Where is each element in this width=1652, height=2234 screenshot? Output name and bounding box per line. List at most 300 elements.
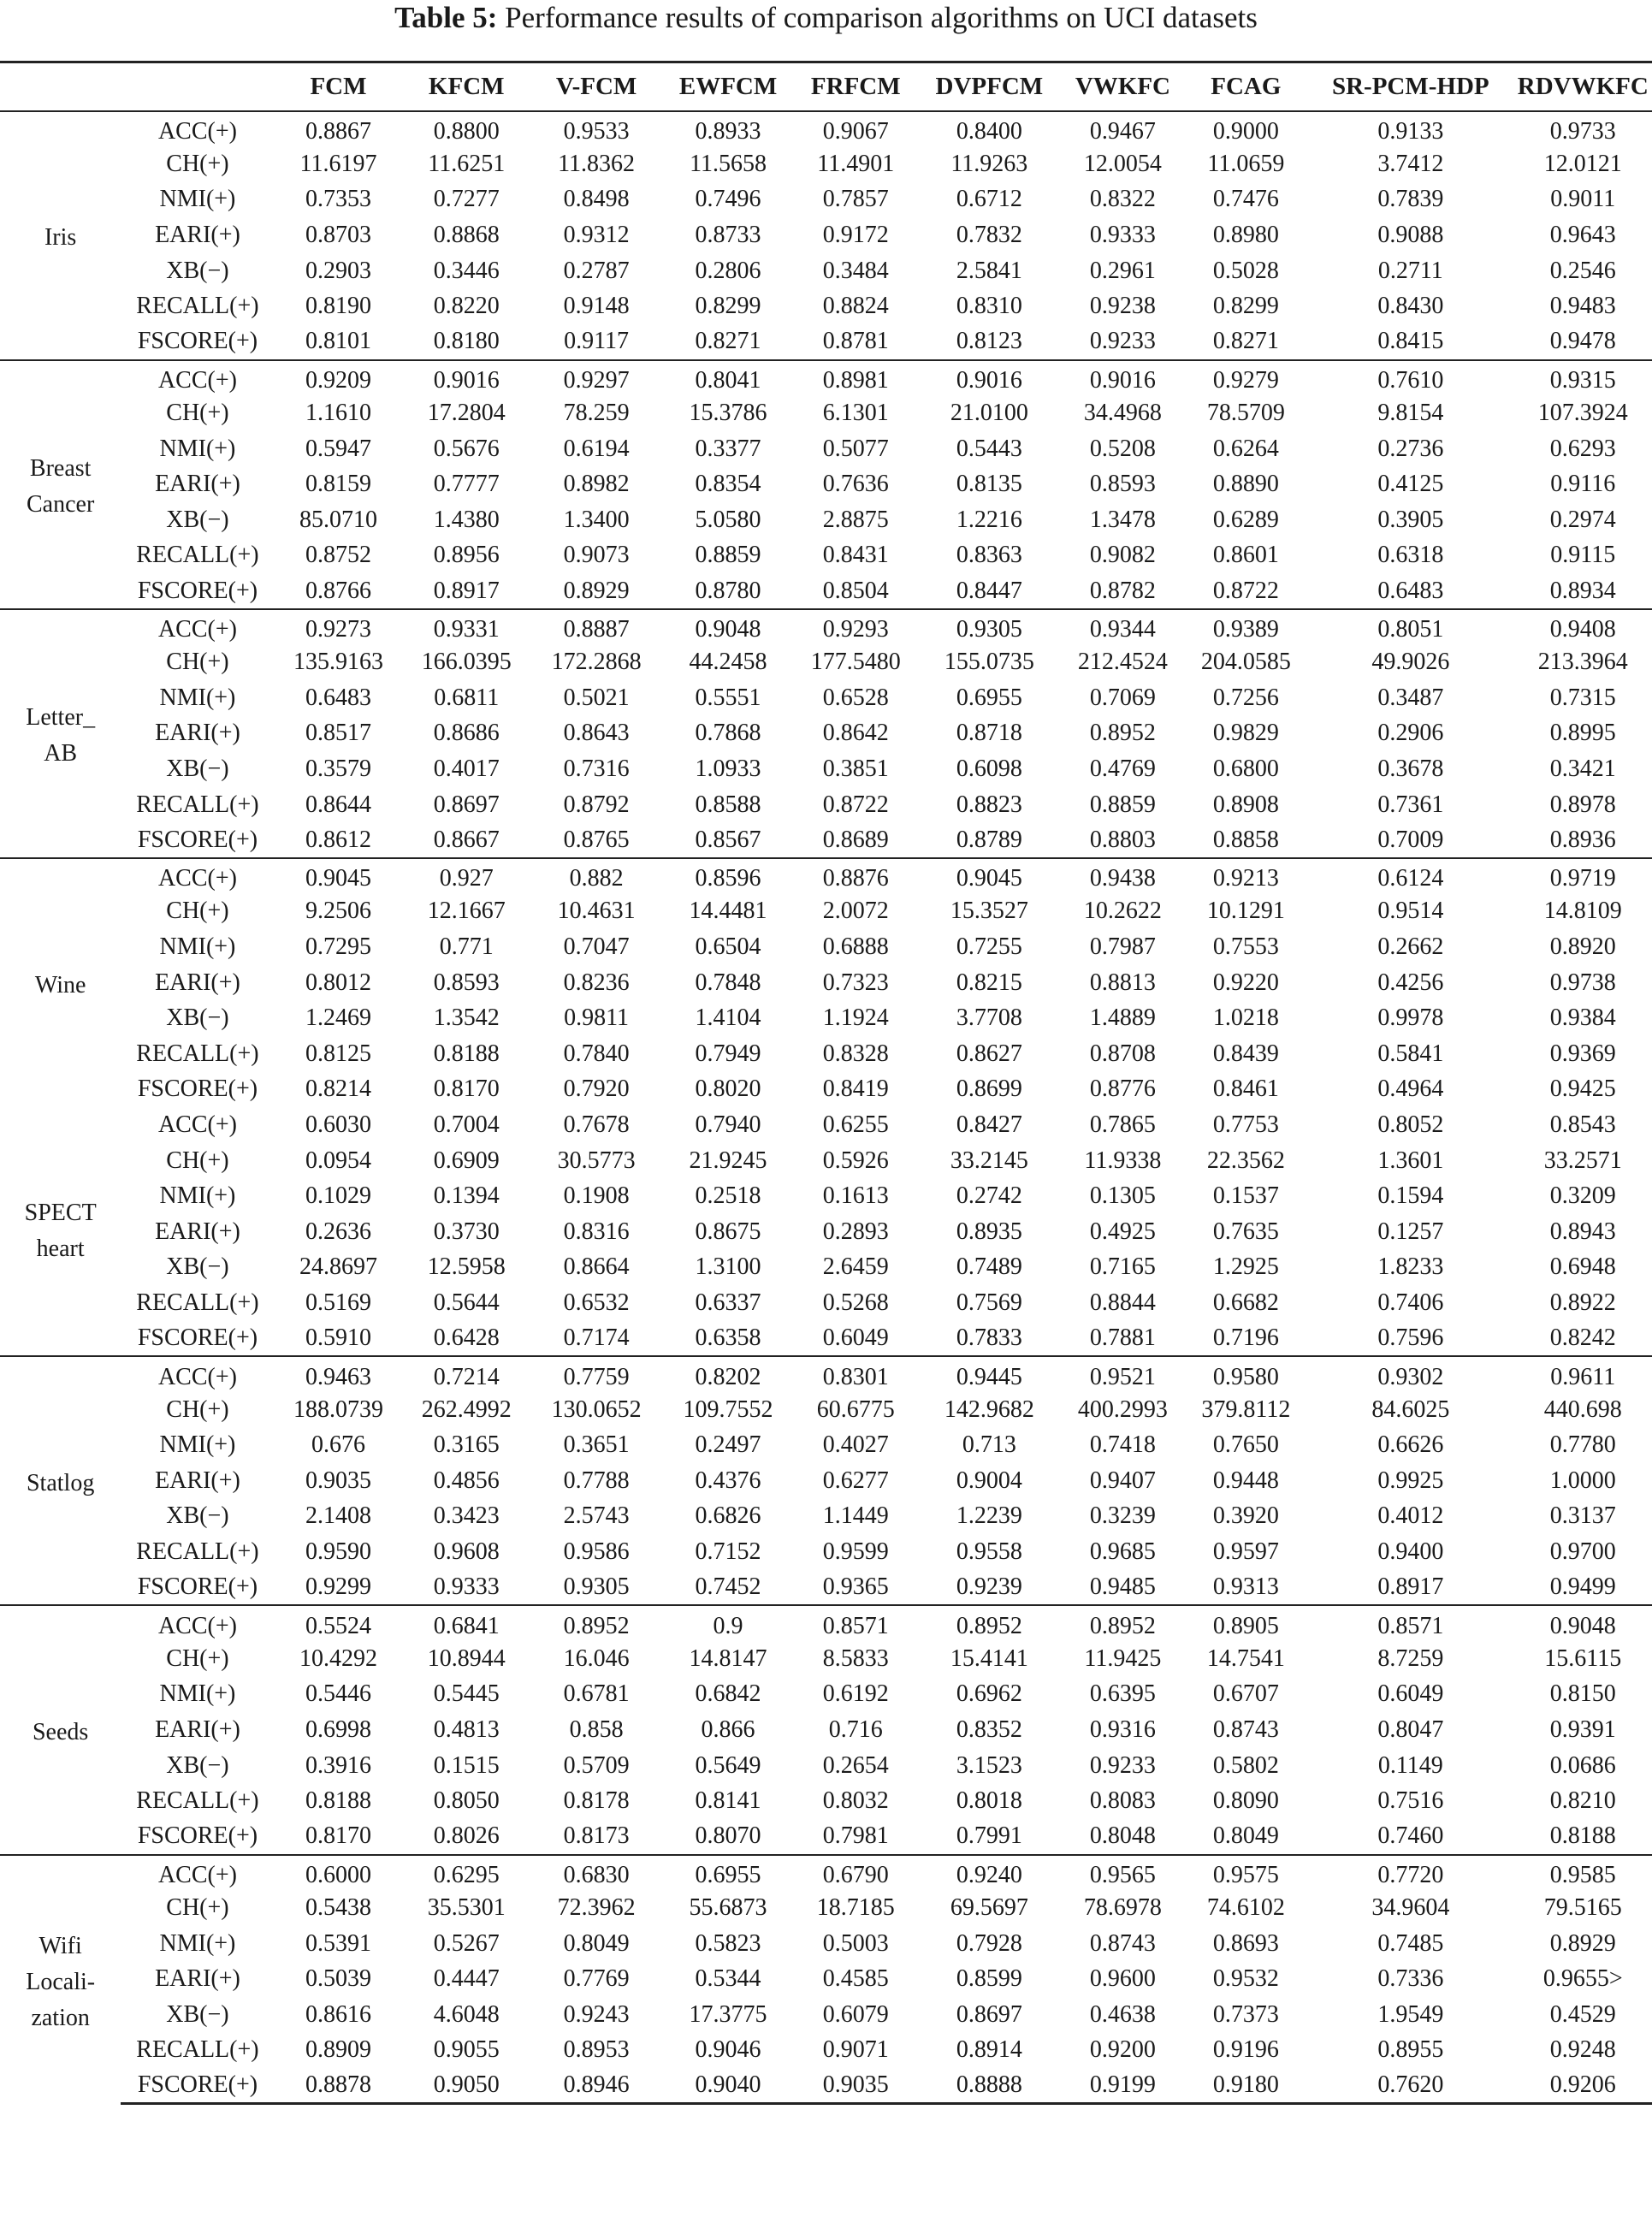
- value-cell: 0.8439: [1212, 1040, 1279, 1067]
- value-cell: 0.5028: [1212, 257, 1279, 284]
- value-cell: 11.9425: [1084, 1644, 1162, 1672]
- value-cell: 0.8159: [305, 471, 371, 498]
- value-cell: 0.7788: [563, 1467, 630, 1494]
- value-cell: 0.7256: [1212, 684, 1279, 711]
- value-cell: 0.8012: [305, 969, 371, 996]
- value-cell: 0.8934: [1549, 577, 1616, 604]
- value-cell: 0.9238: [1089, 293, 1156, 320]
- value-cell: 12.5958: [427, 1253, 506, 1281]
- value-cell: 0.7516: [1377, 1787, 1444, 1815]
- column-header-rdvwkfc: RDVWKFC: [1514, 62, 1652, 111]
- value-cell: 142.9682: [944, 1396, 1034, 1423]
- value-cell: 0.8498: [563, 186, 630, 213]
- value-cell: 0.6098: [956, 755, 1022, 782]
- metric-label: ACC(+): [157, 1111, 237, 1138]
- metric-label: FSCORE(+): [121, 2068, 274, 2104]
- metric-label: EARI(+): [155, 1218, 240, 1245]
- value-cell: 0.6626: [1377, 1431, 1444, 1459]
- value-cell: 0.9700: [1549, 1538, 1616, 1566]
- value-cell: 0.5039: [305, 1965, 371, 1993]
- value-cell: 0.7489: [956, 1253, 1022, 1281]
- value-cell: 0.7174: [563, 1324, 630, 1351]
- value-cell: 0.9611: [1514, 1356, 1652, 1392]
- value-cell: 0.7759: [530, 1356, 662, 1392]
- value-cell: 0.8299: [1212, 293, 1279, 320]
- value-cell: 6.1301: [822, 400, 889, 427]
- table-row: [0, 1321, 1652, 1357]
- value-cell: 0.6277: [822, 1467, 889, 1494]
- value-cell: 9.8154: [1377, 400, 1444, 427]
- value-cell: 0.8316: [563, 1218, 630, 1245]
- value-cell: 0.4769: [1089, 755, 1156, 782]
- value-cell: 109.7552: [683, 1396, 773, 1423]
- value-cell: 11.9338: [1084, 1147, 1162, 1174]
- value-cell: 0.3239: [1089, 1502, 1156, 1530]
- value-cell: 0.0686: [1549, 1751, 1616, 1779]
- value-cell: 0.6909: [433, 1147, 500, 1174]
- dataset-name-line: Letter_: [26, 704, 96, 732]
- value-cell: 0.7848: [695, 969, 761, 996]
- value-cell: 0.7214: [402, 1356, 530, 1392]
- dataset-name: [0, 858, 121, 1107]
- value-cell: 0.7476: [1212, 186, 1279, 213]
- value-cell: 69.5697: [950, 1893, 1028, 1921]
- value-cell: 0.8858: [1212, 826, 1279, 853]
- value-cell: 0.8800: [402, 111, 530, 147]
- table-row: [0, 431, 1652, 467]
- value-cell: 0.5208: [1089, 435, 1156, 462]
- value-cell: 0.8922: [1549, 1289, 1616, 1316]
- value-cell: 0.8914: [956, 2036, 1022, 2064]
- value-cell: 1.1610: [305, 400, 371, 427]
- value-cell: 0.5802: [1212, 1751, 1279, 1779]
- value-cell: 11.6197: [299, 150, 377, 177]
- table-row: [0, 1250, 1652, 1286]
- value-cell: 0.8101: [305, 328, 371, 355]
- table-row: [0, 1214, 1652, 1250]
- value-cell: 0.6948: [1549, 1253, 1616, 1281]
- value-cell: 0.8813: [1089, 969, 1156, 996]
- dataset-name-line: zation: [31, 2004, 90, 2031]
- metric-label: ACC(+): [121, 858, 274, 894]
- value-cell: 0.8601: [1212, 542, 1279, 569]
- value-cell: 3.1523: [956, 1751, 1022, 1779]
- value-cell: 0.9467: [1061, 111, 1184, 147]
- value-cell: 130.0652: [551, 1396, 642, 1423]
- value-cell: 0.8180: [433, 328, 500, 355]
- metric-label: EARI(+): [155, 471, 240, 498]
- value-cell: 0.6358: [695, 1324, 761, 1351]
- metric-label: XB(−): [166, 755, 229, 782]
- value-cell: 0.9302: [1307, 1356, 1514, 1392]
- metric-label: CH(+): [166, 400, 229, 427]
- value-cell: 0.9133: [1307, 111, 1514, 147]
- table-row: [0, 822, 1652, 858]
- value-cell: 0.6049: [1377, 1680, 1444, 1708]
- value-cell: 0.9391: [1549, 1716, 1616, 1744]
- value-cell: 1.3100: [695, 1253, 761, 1281]
- value-cell: 0.9408: [1514, 609, 1652, 645]
- value-cell: 2.5841: [956, 257, 1022, 284]
- table-row: [0, 1499, 1652, 1535]
- value-cell: 0.9233: [1089, 328, 1156, 355]
- table-row: [0, 1712, 1652, 1748]
- value-cell: 0.8876: [794, 858, 917, 894]
- value-cell: 0.6124: [1307, 858, 1514, 894]
- value-cell: 0.1149: [1377, 1751, 1443, 1779]
- value-cell: 0.9199: [1061, 2068, 1184, 2104]
- value-cell: 0.8981: [794, 360, 917, 396]
- value-cell: 0.9483: [1549, 293, 1616, 320]
- table-row: [0, 1819, 1652, 1855]
- value-cell: 0.7720: [1307, 1855, 1514, 1891]
- value-cell: 0.8699: [956, 1076, 1022, 1103]
- value-cell: 0.8310: [956, 293, 1022, 320]
- value-cell: 1.2925: [1212, 1253, 1279, 1281]
- dataset-group-statlog: [0, 1356, 1652, 1605]
- table-row: [0, 288, 1652, 324]
- value-cell: 0.858: [569, 1716, 624, 1744]
- value-cell: 0.7857: [822, 186, 889, 213]
- value-cell: 0.3423: [433, 1502, 500, 1530]
- value-cell: 0.6264: [1212, 435, 1279, 462]
- metric-label: CH(+): [166, 649, 229, 676]
- value-cell: 0.9811: [564, 1004, 630, 1032]
- value-cell: 0.6030: [305, 1111, 371, 1138]
- value-cell: 0.7777: [433, 471, 500, 498]
- value-cell: 0.2806: [695, 257, 761, 284]
- value-cell: 10.4631: [557, 898, 636, 925]
- value-cell: 0.9738: [1549, 969, 1616, 996]
- value-cell: 0.7009: [1377, 826, 1444, 853]
- value-cell: 33.2571: [1543, 1147, 1622, 1174]
- value-cell: 0.9088: [1377, 222, 1444, 249]
- value-cell: 0.9073: [563, 542, 630, 569]
- value-cell: 0.8430: [1377, 293, 1444, 320]
- metric-label: NMI(+): [159, 684, 236, 711]
- value-cell: 0.8803: [1089, 826, 1156, 853]
- value-cell: 1.2216: [956, 506, 1022, 533]
- value-cell: 0.7485: [1377, 1929, 1444, 1957]
- results-table: [0, 61, 1652, 2105]
- value-cell: 0.6811: [434, 684, 500, 711]
- value-cell: 0.9733: [1514, 111, 1652, 147]
- table-row: [0, 858, 1652, 894]
- value-cell: 0.7196: [1212, 1324, 1279, 1351]
- value-cell: 0.8363: [956, 542, 1022, 569]
- dataset-name: [0, 111, 121, 360]
- value-cell: 0.9521: [1061, 1356, 1184, 1392]
- dataset-name-line: SPECT: [24, 1200, 97, 1227]
- table-row: [0, 1356, 1652, 1392]
- value-cell: 0.8708: [1089, 1040, 1156, 1067]
- value-cell: 0.713: [962, 1431, 1016, 1459]
- value-cell: 0.8202: [662, 1356, 794, 1392]
- value-cell: 8.5833: [822, 1644, 889, 1672]
- value-cell: 0.9599: [822, 1538, 889, 1566]
- value-cell: 0.8178: [563, 1787, 630, 1815]
- value-cell: 0.8517: [305, 720, 371, 747]
- value-cell: 0.7323: [822, 969, 889, 996]
- value-cell: 8.7259: [1377, 1644, 1444, 1672]
- value-cell: 0.3377: [695, 435, 761, 462]
- value-cell: 0.8697: [956, 2000, 1022, 2028]
- table-row: [0, 253, 1652, 289]
- value-cell: 0.6000: [275, 1855, 403, 1891]
- value-cell: 0.9400: [1377, 1538, 1444, 1566]
- value-cell: 0.6528: [822, 684, 889, 711]
- value-cell: 0.9011: [1550, 186, 1616, 213]
- value-cell: 440.698: [1543, 1396, 1622, 1423]
- value-cell: 0.8188: [433, 1040, 500, 1067]
- header-metric: [121, 62, 274, 111]
- value-cell: 0.3730: [433, 1218, 500, 1245]
- table-row: [0, 1534, 1652, 1570]
- value-cell: 0.8844: [1089, 1289, 1156, 1316]
- value-cell: 0.9305: [918, 609, 1062, 645]
- value-cell: 0.9590: [305, 1538, 371, 1566]
- value-cell: 0.9313: [1212, 1573, 1279, 1601]
- value-cell: 0.9016: [1061, 360, 1184, 396]
- table-row: [0, 1855, 1652, 1891]
- value-cell: 0.9608: [433, 1538, 500, 1566]
- value-cell: 0.6483: [305, 684, 371, 711]
- value-cell: 0.8052: [1377, 1111, 1444, 1138]
- value-cell: 0.6830: [530, 1855, 662, 1891]
- value-cell: 17.2804: [427, 400, 506, 427]
- value-cell: 0.8789: [956, 826, 1022, 853]
- value-cell: 11.9263: [950, 150, 1028, 177]
- value-cell: 11.5658: [690, 150, 767, 177]
- value-cell: 1.0933: [695, 755, 761, 782]
- value-cell: 0.2654: [822, 1751, 889, 1779]
- value-cell: 1.0000: [1549, 1467, 1616, 1494]
- dataset-name-line: Wine: [34, 972, 86, 999]
- value-cell: 0.6790: [794, 1855, 917, 1891]
- value-cell: 0.6079: [822, 2000, 889, 2028]
- table-row: [0, 1107, 1652, 1143]
- value-cell: 0.9055: [433, 2036, 500, 2064]
- value-cell: 0.4447: [433, 1965, 500, 1993]
- value-cell: 0.3678: [1377, 755, 1444, 782]
- value-cell: 0.7678: [563, 1111, 630, 1138]
- value-cell: 0.9586: [563, 1538, 630, 1566]
- metric-label: NMI(+): [159, 1182, 236, 1210]
- value-cell: 1.3542: [433, 1004, 500, 1032]
- metric-label: FSCORE(+): [137, 1822, 258, 1850]
- metric-label: CH(+): [166, 150, 229, 177]
- value-cell: 3.7412: [1377, 150, 1444, 177]
- value-cell: 2.6459: [822, 1253, 889, 1281]
- value-cell: 14.8147: [689, 1644, 767, 1672]
- value-cell: 0.8571: [1307, 1605, 1514, 1641]
- value-cell: 1.3601: [1377, 1147, 1444, 1174]
- value-cell: 177.5480: [810, 649, 901, 676]
- value-cell: 0.4813: [433, 1716, 500, 1744]
- value-cell: 0.8823: [956, 791, 1022, 818]
- value-cell: 74.6102: [1206, 1893, 1285, 1921]
- value-cell: 55.6873: [689, 1893, 767, 1921]
- value-cell: 172.2868: [551, 649, 642, 676]
- value-cell: 0.6955: [956, 684, 1022, 711]
- value-cell: 0.4964: [1377, 1076, 1444, 1103]
- value-cell: 0.6826: [695, 1502, 761, 1530]
- value-cell: 0.8215: [956, 969, 1022, 996]
- value-cell: 0.8642: [822, 720, 889, 747]
- value-cell: 0.8070: [695, 1822, 761, 1850]
- table-row: [0, 360, 1652, 396]
- value-cell: 0.3484: [822, 257, 889, 284]
- value-cell: 0.2906: [1377, 720, 1444, 747]
- value-cell: 0.6841: [402, 1605, 530, 1641]
- metric-label: RECALL(+): [136, 1040, 259, 1067]
- table-row: [0, 965, 1652, 1001]
- value-cell: 34.4968: [1083, 400, 1162, 427]
- value-cell: 0.2497: [695, 1431, 761, 1459]
- table-row: [0, 466, 1652, 502]
- value-cell: 0.8781: [822, 328, 889, 355]
- value-cell: 0.8905: [1185, 1605, 1307, 1641]
- value-cell: 35.5301: [427, 1893, 506, 1921]
- value-cell: 0.9045: [918, 858, 1062, 894]
- value-cell: 0.9597: [1212, 1538, 1279, 1566]
- value-cell: 0.8943: [1549, 1218, 1616, 1245]
- table-row: [0, 502, 1652, 538]
- value-cell: 0.8141: [695, 1787, 761, 1815]
- value-cell: 0.8354: [695, 471, 761, 498]
- table-row: [0, 1890, 1652, 1926]
- value-cell: 0.9172: [822, 222, 889, 249]
- table-row: [0, 1961, 1652, 1997]
- value-cell: 0.7596: [1377, 1324, 1444, 1351]
- metric-label: ACC(+): [121, 1855, 274, 1891]
- table-row: [0, 1677, 1652, 1713]
- value-cell: 0.9514: [1377, 898, 1444, 925]
- metric-label: ACC(+): [121, 1356, 274, 1392]
- value-cell: 0.8722: [822, 791, 889, 818]
- metric-label: XB(−): [166, 1253, 229, 1281]
- value-cell: 0.8447: [956, 577, 1022, 604]
- value-cell: 0.4856: [433, 1467, 500, 1494]
- value-cell: 0.9016: [918, 360, 1062, 396]
- value-cell: 0.7406: [1377, 1289, 1444, 1316]
- value-cell: 0.1515: [433, 1751, 500, 1779]
- value-cell: 11.8362: [558, 150, 636, 177]
- value-cell: 0.8236: [563, 969, 630, 996]
- value-cell: 0.8917: [1377, 1573, 1444, 1601]
- value-cell: 0.7069: [1089, 684, 1156, 711]
- value-cell: 0.8887: [530, 609, 662, 645]
- value-cell: 379.8112: [1201, 1396, 1291, 1423]
- value-cell: 0.3905: [1377, 506, 1444, 533]
- value-cell: 0.8049: [1212, 1822, 1279, 1850]
- dataset-name: [0, 360, 121, 609]
- value-cell: 0.8929: [563, 577, 630, 604]
- table-row: [0, 1997, 1652, 2033]
- value-cell: 0.4027: [822, 1431, 889, 1459]
- value-cell: 1.3478: [1089, 506, 1156, 533]
- value-cell: 0.5003: [822, 1929, 889, 1957]
- metric-label: NMI(+): [159, 435, 236, 462]
- value-cell: 0.8627: [956, 1040, 1022, 1067]
- value-cell: 0.9532: [1212, 1965, 1279, 1993]
- metric-label: NMI(+): [159, 1431, 236, 1459]
- value-cell: 0.9297: [530, 360, 662, 396]
- metric-label: EARI(+): [155, 969, 240, 996]
- value-cell: 0.7928: [956, 1929, 1022, 1957]
- value-cell: 0.716: [828, 1716, 883, 1744]
- value-cell: 0.6318: [1377, 542, 1444, 569]
- dataset-name-line: AB: [44, 740, 78, 767]
- value-cell: 0.9220: [1212, 969, 1279, 996]
- value-cell: 0.8596: [662, 858, 794, 894]
- value-cell: 1.8233: [1377, 1253, 1444, 1281]
- value-cell: 0.8301: [794, 1356, 917, 1392]
- value-cell: 0.6289: [1212, 506, 1279, 533]
- value-cell: 0.8135: [956, 471, 1022, 498]
- value-cell: 0.8878: [275, 2068, 403, 2104]
- dataset-group-wifi-locali-zation: [0, 1855, 1652, 2104]
- dataset-name-line: heart: [36, 1236, 85, 1263]
- metric-label: EARI(+): [155, 720, 240, 747]
- value-cell: 0.9643: [1549, 222, 1616, 249]
- table-row: [0, 324, 1652, 360]
- metric-label: CH(+): [166, 1147, 229, 1174]
- value-cell: 0.8743: [1089, 1929, 1156, 1957]
- value-cell: 0.8599: [956, 1965, 1022, 1993]
- value-cell: 34.9604: [1371, 1893, 1450, 1921]
- dataset-name-line: Seeds: [32, 1719, 89, 1746]
- value-cell: 0.7004: [433, 1111, 500, 1138]
- metric-label: RECALL(+): [136, 1289, 259, 1316]
- value-cell: 0.5823: [695, 1929, 761, 1957]
- value-cell: 18.7185: [816, 1893, 895, 1921]
- metric-label: EARI(+): [155, 1467, 240, 1494]
- table-row: [0, 1000, 1652, 1036]
- value-cell: 0.6962: [956, 1680, 1022, 1708]
- value-cell: 0.7635: [1212, 1218, 1279, 1245]
- value-cell: 0.9719: [1514, 858, 1652, 894]
- value-cell: 0.8214: [305, 1076, 371, 1103]
- value-cell: 0.6428: [433, 1324, 500, 1351]
- value-cell: 1.1924: [822, 1004, 889, 1032]
- metric-label: XB(−): [166, 1502, 229, 1530]
- value-cell: 0.8776: [1089, 1076, 1156, 1103]
- value-cell: 0.9445: [918, 1356, 1062, 1392]
- value-cell: 0.5021: [563, 684, 630, 711]
- value-cell: 1.2239: [956, 1502, 1022, 1530]
- value-cell: 0.2961: [1089, 257, 1156, 284]
- value-cell: 0.5841: [1377, 1040, 1444, 1067]
- value-cell: 0.8032: [822, 1787, 889, 1815]
- value-cell: 0.9117: [564, 328, 630, 355]
- value-cell: 0.9240: [918, 1855, 1062, 1891]
- value-cell: 0.9331: [402, 609, 530, 645]
- value-cell: 0.8352: [956, 1716, 1022, 1744]
- value-cell: 0.4017: [433, 755, 500, 782]
- value-cell: 0.8766: [305, 577, 371, 604]
- value-cell: 0.7047: [563, 933, 630, 960]
- value-cell: 0.8050: [433, 1787, 500, 1815]
- metric-label: EARI(+): [155, 1716, 240, 1744]
- table-row: [0, 1427, 1652, 1463]
- value-cell: 0.9050: [402, 2068, 530, 2104]
- header-row: [0, 62, 1652, 111]
- value-cell: 16.046: [563, 1644, 630, 1672]
- value-cell: 0.9389: [1185, 609, 1307, 645]
- value-cell: 0.7277: [433, 186, 500, 213]
- value-cell: 0.9369: [1549, 1040, 1616, 1067]
